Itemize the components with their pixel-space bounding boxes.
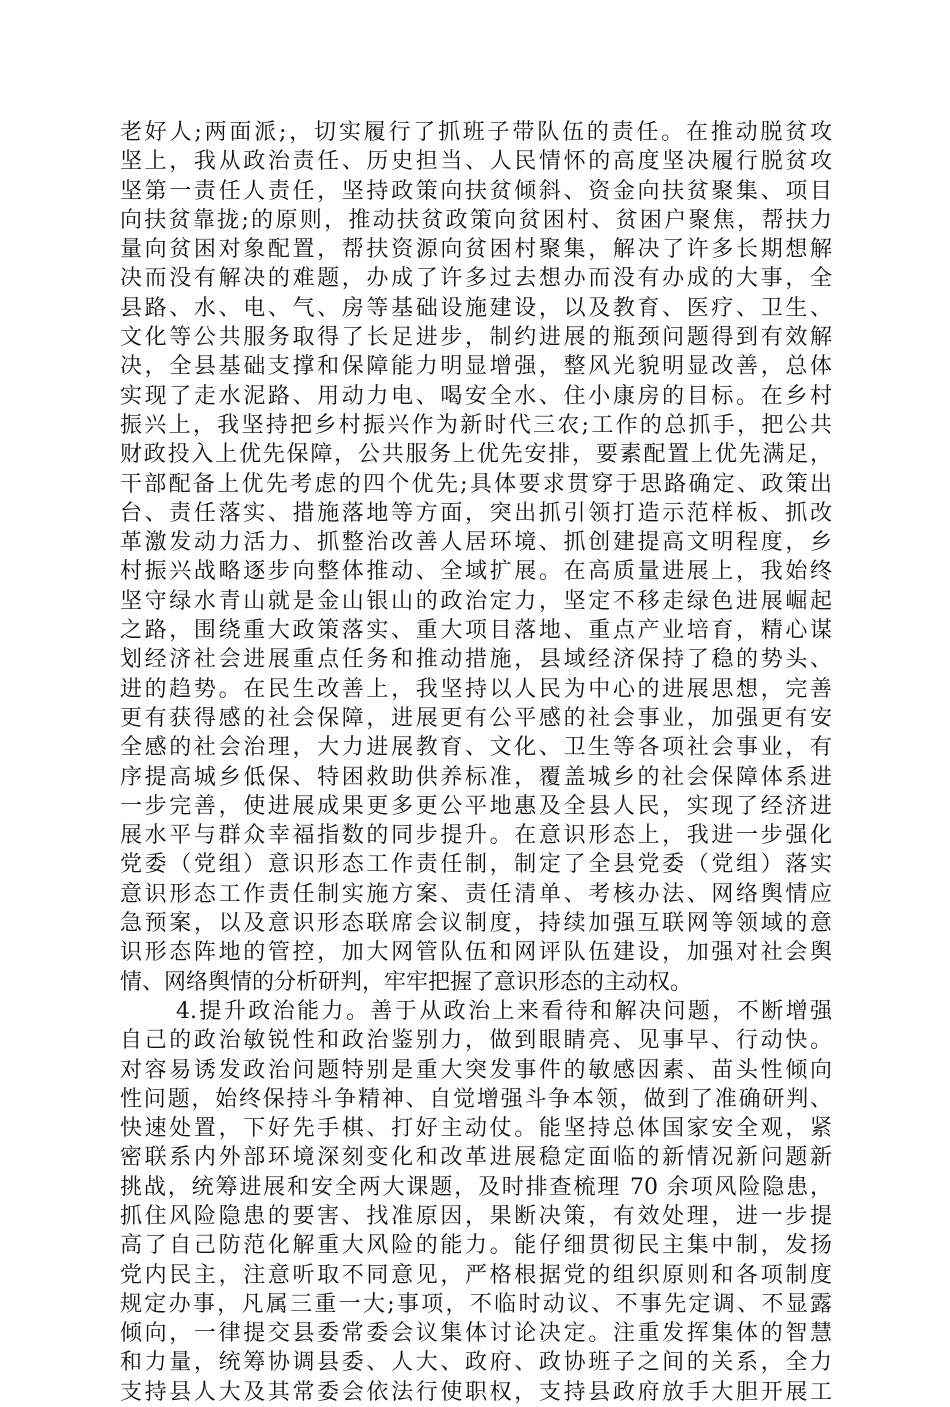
text-line: 革激发动力活力、抓整治改善人居环境、抓创建提高文明程度，乡 (120, 530, 832, 556)
text-line: 更有获得感的社会保障，进展更有公平感的社会事业，加强更有安 (120, 705, 832, 731)
text-line: 坚守绿水青山就是金山银山的政治定力，坚定不移走绿色进展崛起 (120, 588, 832, 614)
text-line: 全感的社会治理，大力进展教育、文化、卫生等各项社会事业，有 (120, 735, 832, 761)
text-line: 抓住风险隐患的要害、找准原因，果断决策，有效处理，进一步提 (120, 1203, 832, 1229)
text-line: 倾向，一律提交县委常委会议集体讨论决定。注重发挥集体的智慧 (120, 1321, 832, 1347)
text-line: 财政投入上优先保障，公共服务上优先安排，要素配置上优先满足， (120, 442, 832, 468)
text-line: 之路，围绕重大政策落实、重大项目落地、重点产业培育，精心谋 (120, 618, 832, 644)
text-line: 决，全县基础支撑和保障能力明显增强，整风光貌明显改善，总体 (120, 354, 832, 380)
text-line: 党内民主，注意听取不同意见，严格根据党的组织原则和各项制度 (120, 1262, 832, 1288)
text-line: 情、网络舆情的分析研判，牢牢把握了意识形态的主动权。 (120, 969, 693, 995)
text-line: 台、责任落实、措施落地等方面，突出抓引领打造示范样板、抓改 (120, 500, 832, 526)
paragraph (120, 118, 832, 997)
text-line: 进的趋势。在民生改善上，我坚持以人民为中心的进展思想，完善 (120, 676, 832, 702)
text-line: 自己的政治敏锐性和政治鉴别力，做到眼睛亮、见事早、行动快。 (120, 1028, 832, 1054)
text-line: 序提高城乡低保、特困救助供养标准，覆盖城乡的社会保障体系进 (120, 764, 832, 790)
text-line: 快速处置，下好先手棋、打好主动仗。能坚持总体国家安全观，紧 (120, 1116, 832, 1142)
text-line: 识形态阵地的管控，加大网管队伍和网评队伍建设，加强对社会舆 (120, 940, 832, 966)
text-line: 对容易诱发政治问题特别是重大突发事件的敏感因素、苗头性倾向 (120, 1057, 832, 1083)
text-line: 和力量，统筹协调县委、人大、政府、政协班子之间的关系，全力 (120, 1350, 832, 1376)
text-line: 量向贫困对象配置，帮扶资源向贫困村聚集，解决了许多长期想解 (120, 237, 832, 263)
text-line: 4.提升政治能力。善于从政治上来看待和解决问题，不断增强 (176, 998, 832, 1024)
document-body (120, 118, 832, 1407)
text-line: 划经济社会进展重点任务和推动措施，县域经济保持了稳的势头、 (120, 647, 832, 673)
text-line: 急预案，以及意识形态联席会议制度，持续加强互联网等领域的意 (120, 911, 832, 937)
text-line: 向扶贫靠拢;的原则，推动扶贫政策向贫困村、贫困户聚焦，帮扶力 (120, 207, 832, 233)
text-line: 意识形态工作责任制实施方案、责任清单、考核办法、网络舆情应 (120, 881, 832, 907)
paragraph (120, 997, 832, 1407)
text-line: 支持县人大及其常委会依法行使职权，支持县政府放手大胆开展工 (120, 1379, 832, 1405)
text-line: 性问题，始终保持斗争精神、自觉增强斗争本领，做到了准确研判、 (120, 1086, 832, 1112)
text-line: 展水平与群众幸福指数的同步提升。在意识形态上，我进一步强化 (120, 823, 832, 849)
text-line: 密联系内外部环境深刻变化和改革进展稳定面临的新情况新问题新 (120, 1145, 832, 1171)
text-line: 村振兴战略逐步向整体推动、全域扩展。在高质量进展上，我始终 (120, 559, 832, 585)
text-line: 一步完善，使进展成果更多更公平地惠及全县人民，实现了经济进 (120, 793, 832, 819)
text-line: 老好人;两面派;，切实履行了抓班子带队伍的责任。在推动脱贫攻 (120, 120, 832, 145)
text-line: 挑战，统筹进展和安全两大课题，及时排查梳理 70 余项风险隐患， (120, 1174, 832, 1200)
text-line: 坚第一责任人责任，坚持政策向扶贫倾斜、资金向扶贫聚集、项目 (120, 178, 832, 204)
text-line: 坚上，我从政治责任、历史担当、人民情怀的高度坚决履行脱贫攻 (120, 149, 832, 175)
text-line: 高了自己防范化解重大风险的能力。能仔细贯彻民主集中制，发扬 (120, 1233, 832, 1259)
text-line: 文化等公共服务取得了长足进步，制约进展的瓶颈问题得到有效解 (120, 325, 832, 351)
text-line: 党委（党组）意识形态工作责任制，制定了全县党委（党组）落实 (120, 852, 832, 878)
text-line: 县路、水、电、气、房等基础设施建设，以及教育、医疗、卫生、 (120, 295, 832, 321)
text-line: 干部配备上优先考虑的四个优先;具体要求贯穿于思路确定、政策出 (120, 471, 832, 497)
text-line: 振兴上，我坚持把乡村振兴作为新时代三农;工作的总抓手，把公共 (120, 412, 832, 438)
text-line: 实现了走水泥路、用动力电、喝安全水、住小康房的目标。在乡村 (120, 383, 832, 409)
text-line: 决而没有解决的难题，办成了许多过去想办而没有办成的大事，全 (120, 266, 832, 292)
text-line: 规定办事，凡属三重一大;事项，不临时动议、不事先定调、不显露 (120, 1291, 832, 1317)
